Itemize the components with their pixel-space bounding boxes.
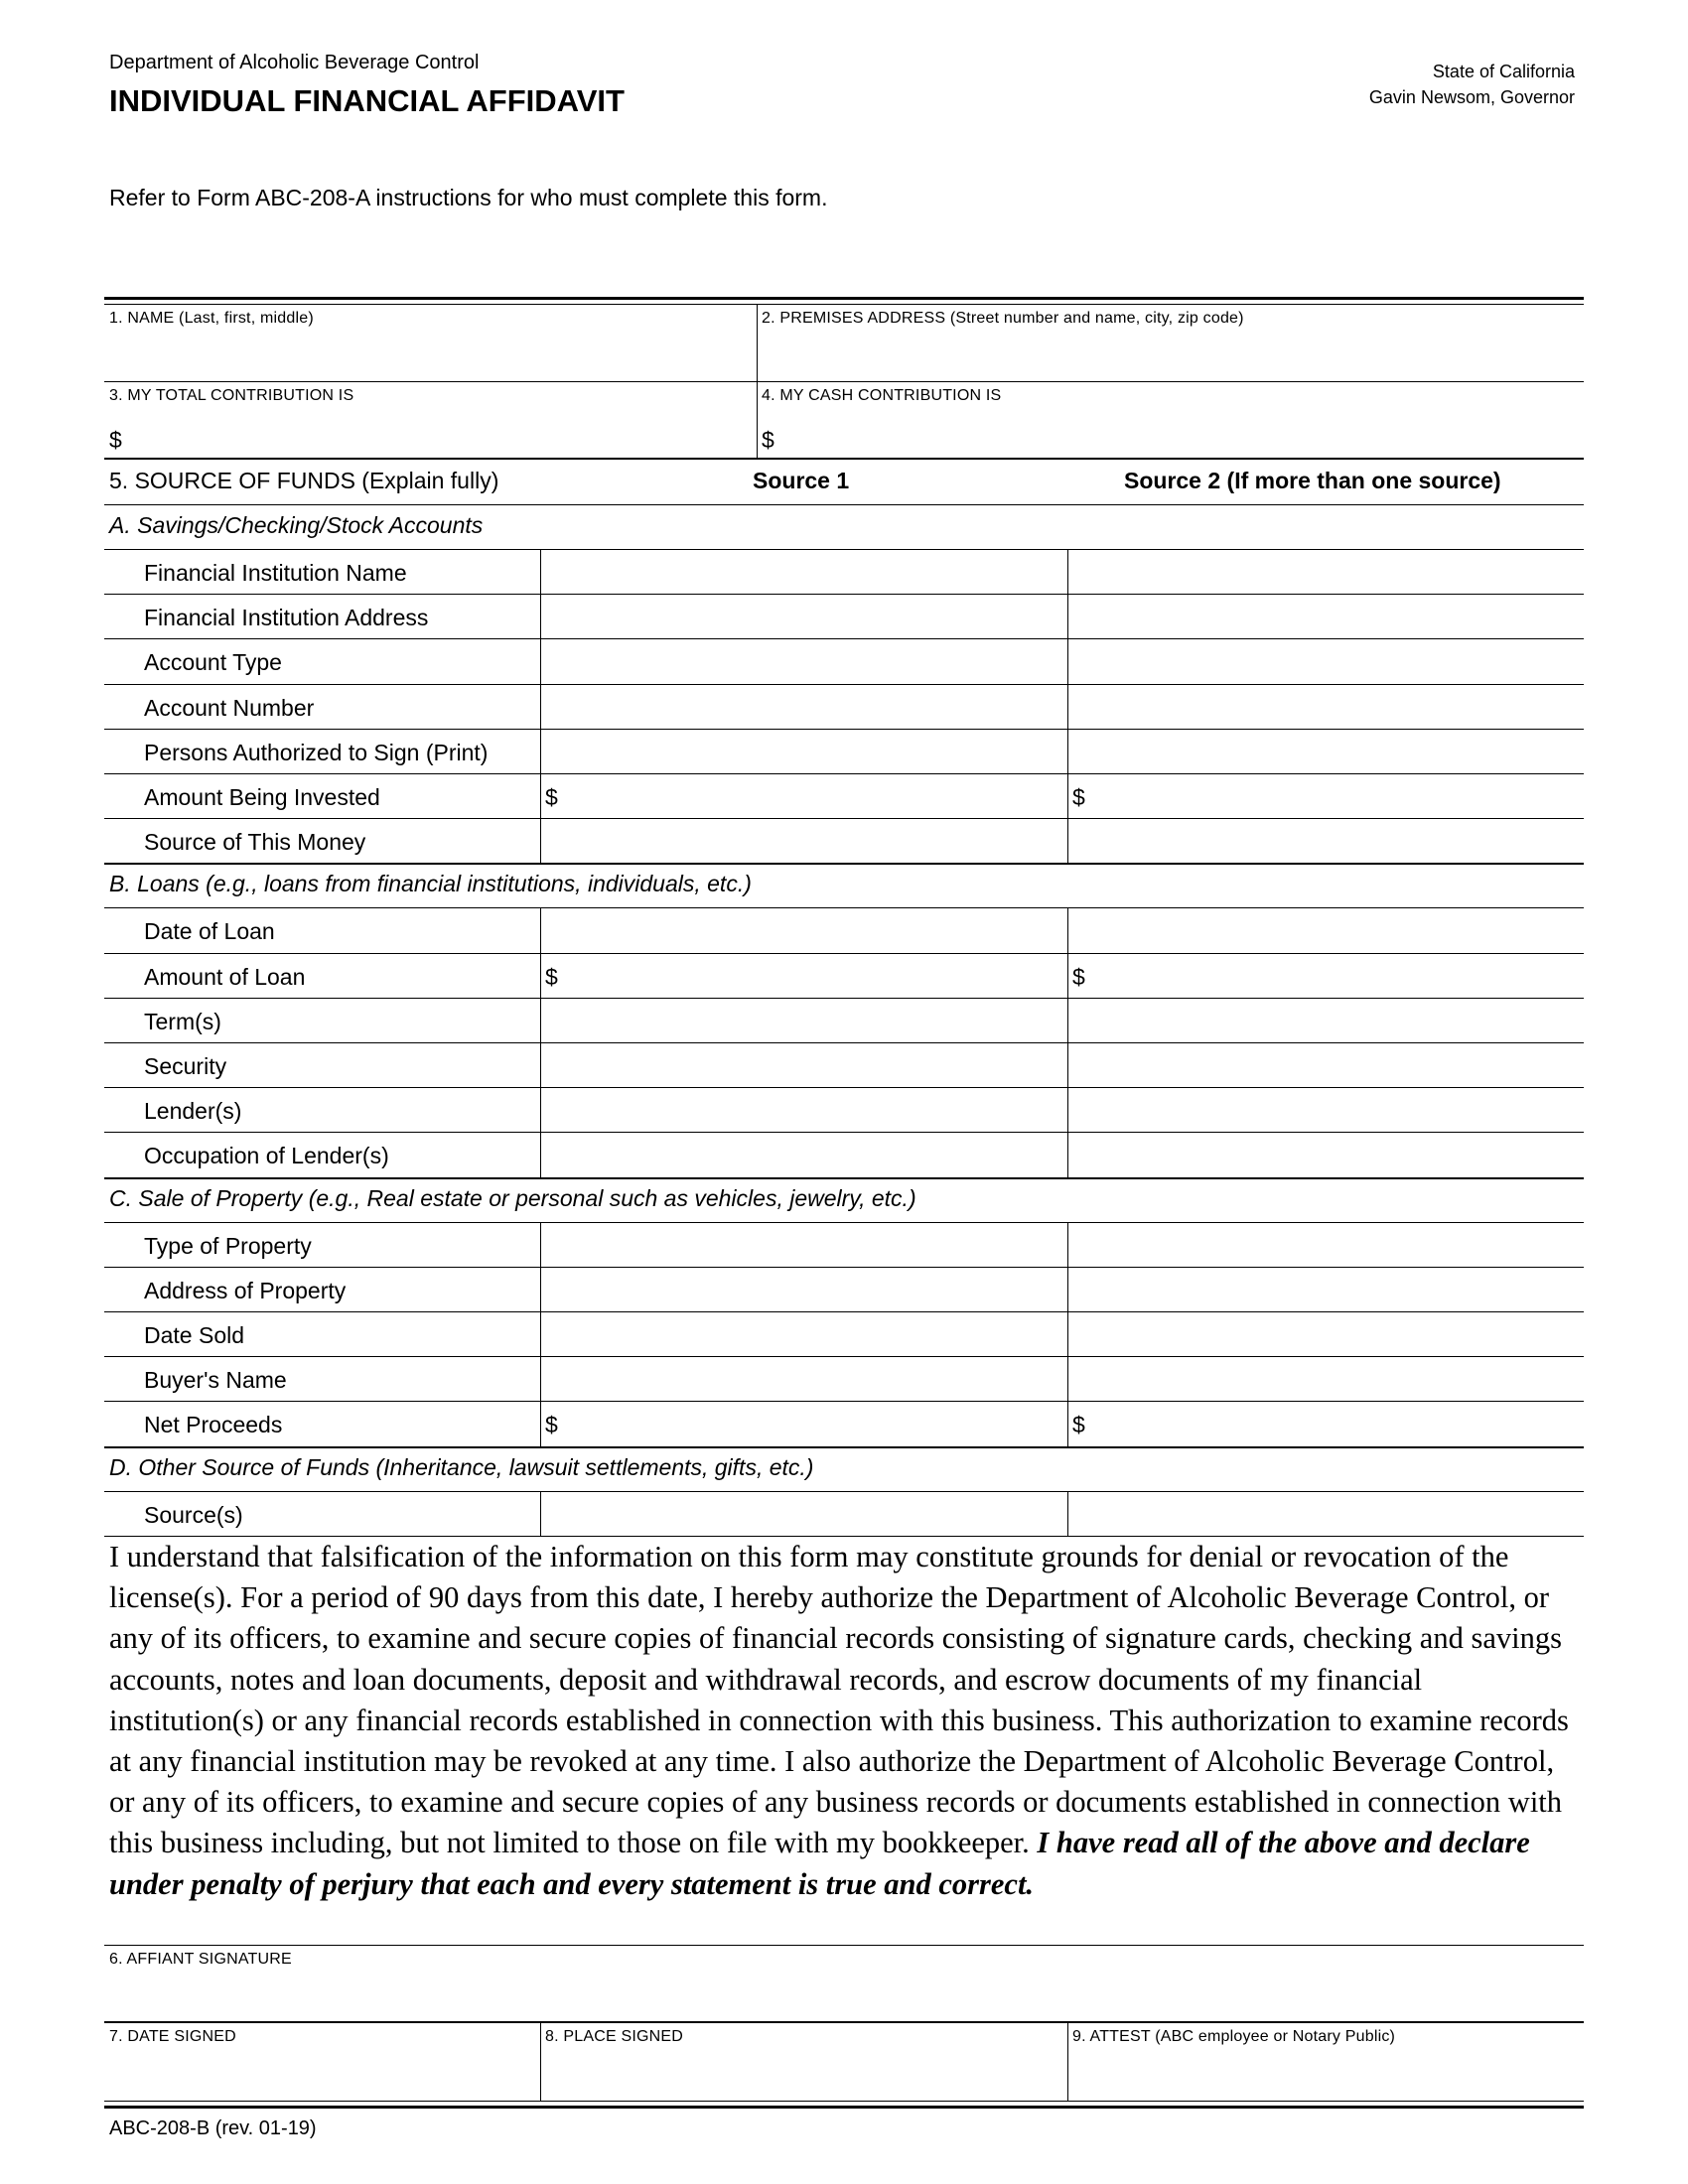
attest-label: 9. ATTEST (ABC employee or Notary Public) [1072, 2028, 1396, 2045]
source1-field[interactable] [564, 1226, 1065, 1265]
source2-field[interactable] [1091, 733, 1582, 771]
date-signed-field[interactable] [111, 2051, 537, 2097]
premises-field[interactable] [765, 332, 1583, 379]
legal-paragraph [109, 1537, 1569, 1934]
source1-header: Source 1 [753, 468, 850, 493]
row-label: Amount Being Invested [144, 784, 380, 810]
cash-dollar-sign: $ [762, 427, 774, 453]
row-label: Financial Institution Name [144, 560, 407, 586]
total-contribution-label: 3. MY TOTAL CONTRIBUTION IS [109, 387, 354, 404]
department-name: Department of Alcoholic Beverage Control [109, 52, 480, 73]
source2-field[interactable] [1091, 688, 1582, 727]
source1-field[interactable] [564, 1360, 1065, 1399]
source2-field[interactable] [1091, 1271, 1582, 1309]
row-label: Term(s) [144, 1008, 221, 1034]
dollar-sign: $ [545, 784, 558, 810]
source1-field[interactable] [564, 957, 1065, 996]
source1-field[interactable] [564, 688, 1065, 727]
source2-field[interactable] [1091, 598, 1582, 636]
dollar-sign: $ [545, 963, 558, 990]
column-divider [1067, 1222, 1068, 1446]
name-label: 1. NAME (Last, first, middle) [109, 310, 314, 327]
state-name: State of California [1432, 62, 1575, 81]
section-divider [104, 504, 1584, 505]
source2-field[interactable] [1091, 1136, 1582, 1174]
instructions-text: Refer to Form ABC-208-A instructions for who must complete this form. [109, 185, 828, 210]
source1-field[interactable] [564, 1091, 1065, 1130]
source1-field[interactable] [564, 642, 1065, 681]
source1-field[interactable] [564, 1271, 1065, 1309]
place-signed-label: 8. PLACE SIGNED [545, 2028, 684, 2045]
row-divider [104, 684, 1584, 685]
source1-field[interactable] [564, 777, 1065, 816]
bottom-border [104, 2106, 1584, 2109]
source2-field[interactable] [1091, 1091, 1582, 1130]
source1-field[interactable] [564, 1046, 1065, 1085]
column-divider [540, 549, 541, 863]
row-divider [104, 863, 1584, 865]
affiant-signature-label: 6. AFFIANT SIGNATURE [109, 1951, 292, 1968]
source1-field[interactable] [564, 733, 1065, 771]
place-attest-divider [1067, 2021, 1068, 2101]
row-divider [104, 818, 1584, 819]
source1-field[interactable] [564, 1136, 1065, 1174]
section-title-divider [104, 907, 1584, 908]
row-label: Account Number [144, 694, 315, 721]
column-divider [1067, 1491, 1068, 1536]
row-divider [104, 773, 1584, 774]
attest-field[interactable] [1074, 2051, 1579, 2095]
source2-header: Source 2 (If more than one source) [1124, 468, 1501, 493]
row-divider [104, 1132, 1584, 1133]
row-divider [104, 1401, 1584, 1402]
source2-field[interactable] [1091, 1495, 1582, 1534]
row-divider [104, 729, 1584, 730]
date-signed-label: 7. DATE SIGNED [109, 2028, 236, 2045]
section-title-divider [104, 1222, 1584, 1223]
dollar-sign: $ [1072, 963, 1085, 990]
cash-contribution-field[interactable] [780, 421, 1579, 457]
row-label: Type of Property [144, 1232, 312, 1259]
row-label: Address of Property [144, 1277, 347, 1303]
source2-field[interactable] [1091, 553, 1582, 592]
source2-field[interactable] [1091, 1315, 1582, 1354]
top-border-inner [104, 304, 1584, 305]
row-divider [104, 1087, 1584, 1088]
row-divider [104, 1042, 1584, 1043]
row-label: Net Proceeds [144, 1412, 283, 1438]
affiant-signature-field[interactable] [109, 1974, 1579, 2017]
source2-field[interactable] [1091, 1405, 1582, 1443]
source1-field[interactable] [564, 553, 1065, 592]
section-title: A. Savings/Checking/Stock Accounts [109, 512, 484, 538]
dollar-sign: $ [545, 1412, 558, 1438]
source2-field[interactable] [1091, 822, 1582, 861]
source1-field[interactable] [564, 1495, 1065, 1534]
source2-field[interactable] [1091, 1002, 1582, 1040]
name-field[interactable] [111, 332, 751, 379]
source2-field[interactable] [1091, 957, 1582, 996]
source-of-funds-title: 5. SOURCE OF FUNDS (Explain fully) [109, 468, 499, 493]
row-divider [104, 1356, 1584, 1357]
date-row-top-border [104, 2021, 1584, 2023]
dollar-sign: $ [1072, 1412, 1085, 1438]
premises-label: 2. PREMISES ADDRESS (Street number and name, city, zip code) [762, 310, 1244, 327]
source1-field[interactable] [564, 1405, 1065, 1443]
source1-field[interactable] [564, 1002, 1065, 1040]
governor-name: Gavin Newsom, Governor [1368, 87, 1575, 107]
row-label: Date Sold [144, 1322, 245, 1348]
top-border [104, 297, 1584, 300]
bottom-border-inner [104, 2101, 1584, 2102]
form-title: INDIVIDUAL FINANCIAL AFFIDAVIT [109, 83, 625, 118]
signature-top-border [104, 1945, 1584, 1946]
row-divider [104, 998, 1584, 999]
row-label: Financial Institution Address [144, 605, 429, 631]
row-label: Amount of Loan [144, 963, 306, 990]
row-label: Source(s) [144, 1501, 243, 1528]
column-divider [1067, 907, 1068, 1176]
source2-field[interactable] [1091, 1226, 1582, 1265]
row-divider [104, 594, 1584, 595]
source2-field[interactable] [1091, 1360, 1582, 1399]
row-label: Account Type [144, 649, 282, 676]
form-id: ABC-208-B (rev. 01-19) [109, 2117, 317, 2139]
cash-contribution-label: 4. MY CASH CONTRIBUTION IS [762, 387, 1002, 404]
row-divider [104, 638, 1584, 639]
place-signed-field[interactable] [546, 2051, 1064, 2097]
section-title-divider [104, 549, 1584, 550]
dollar-sign: $ [1072, 784, 1085, 810]
row-divider [104, 1267, 1584, 1268]
source1-field[interactable] [564, 598, 1065, 636]
source2-field[interactable] [1091, 777, 1582, 816]
row-label: Date of Loan [144, 918, 275, 945]
source2-field[interactable] [1091, 642, 1582, 681]
row-label: Occupation of Lender(s) [144, 1143, 389, 1169]
row-divider [104, 381, 1584, 382]
row-label: Source of This Money [144, 829, 366, 856]
column-divider [1067, 549, 1068, 863]
column-divider [540, 907, 541, 1176]
row-label: Lender(s) [144, 1098, 242, 1125]
section5-top-border [104, 458, 1584, 460]
section-title-divider [104, 1491, 1584, 1492]
source2-field[interactable] [1091, 911, 1582, 950]
row-label: Security [144, 1053, 227, 1079]
section-title: D. Other Source of Funds (Inheritance, lawsuit settlements, gifts, etc.) [109, 1453, 814, 1480]
column-divider [540, 1491, 541, 1536]
section-title: B. Loans (e.g., loans from financial institutions, individuals, etc.) [109, 871, 752, 897]
row-label: Persons Authorized to Sign (Print) [144, 739, 489, 765]
row-divider [104, 1311, 1584, 1312]
section-title: C. Sale of Property (e.g., Real estate or personal such as vehicles, jewelry, etc.) [109, 1184, 916, 1211]
legal-text: I understand that falsification of the information on this form may constitute grounds for denial or revocation of the license(s). For a period of 90 days from this date, I hereby authorize the Department of Alcoholic Beverage Control, or any of its officers, to examine and secure copies of financial records consisting of signature cards, checking and savings accounts, notes and loan documents, deposit and withdrawal records, and escrow documents of my financial institution(s) or any financial records established in connection with this business. This authorization to examine records at any financial institution may be revoked at any time. I also authorize the Department of Alcoholic Beverage Control, or any of its officers, to examine and secure copies of any business records or documents established in connection with this business including, but not limited to those on file with my bookkeeper. [109, 1540, 1569, 1860]
declaration-text: I have read all of the above and declare under penalty of perjury that each and every statement is true and correct. [109, 1826, 1530, 1901]
row-divider [104, 1446, 1584, 1448]
source1-field[interactable] [564, 1315, 1065, 1354]
total-contribution-field[interactable] [127, 421, 747, 457]
row-divider [104, 1177, 1584, 1179]
total-dollar-sign: $ [109, 427, 122, 453]
source1-field[interactable] [564, 911, 1065, 950]
row-label: Buyer's Name [144, 1367, 287, 1394]
date-place-divider [540, 2021, 541, 2101]
source2-field[interactable] [1091, 1046, 1582, 1085]
row-divider [104, 953, 1584, 954]
source1-field[interactable] [564, 822, 1065, 861]
column-divider [540, 1222, 541, 1446]
